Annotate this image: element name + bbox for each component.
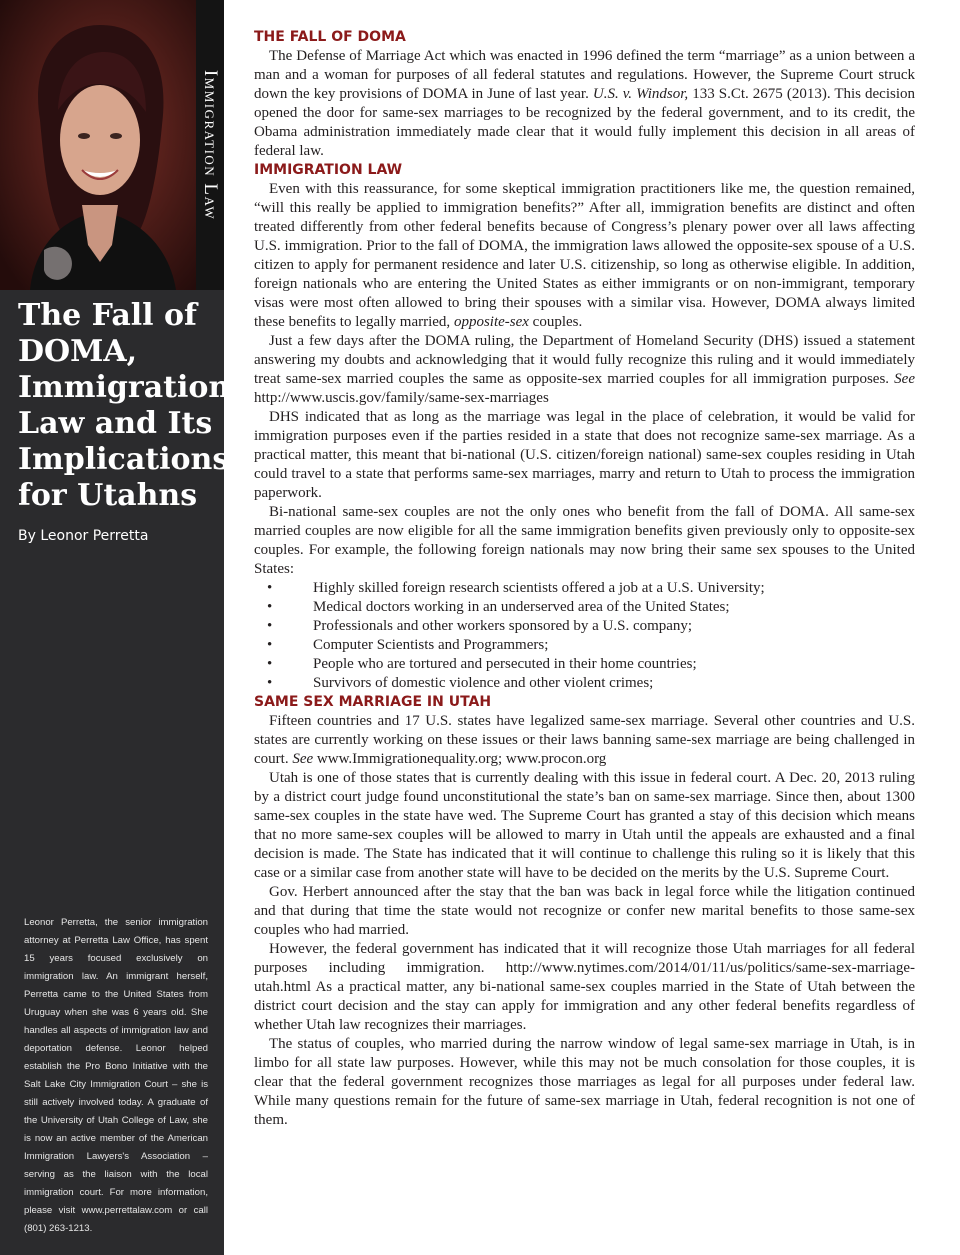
section-label-vertical [196,0,224,290]
byline: By Leonor Perretta [18,528,149,544]
paragraph: The Defense of Marriage Act which was enacted in 1996 defined the term “marriage” as a union between a man and a woman for purposes of all federal statutes and regulations. However, the Supreme Court struck down the key provisions of DOMA in June of last year. U.S. v. Windsor, 133 S.Ct. 2675 (2013). This decision opened the door for same-sex marriages to be recognized by the federal government, and to its credit, the Obama administration immediately made clear that it would fully implement this decision in all areas of federal law. [254,48,916,159]
author-portrait-illustration [0,0,196,290]
paragraph: Fifteen countries and 17 U.S. states have legalized same-sex marriage. Several other countries and U.S. states are currently working on these issues or their laws banning same-sex marriage are being challenged in court. See www.Immigrationequality.org; www.procon.org [254,713,915,767]
sidebar [0,0,231,1255]
case-citation: U.S. v. Windsor, [592,86,689,102]
paragraph: Even with this reassurance, for some skeptical immigration practitioners like me, the question remained, “will this really be applied to immigration benefits?” After all, immigration benefits are distinct and often treated differently from other federal benefits because of Congress’s plenary power over all laws affecting U.S. immigration. Prior to the fall of DOMA, the immigration laws allowed the opposite-sex spouse of a U.S. citizen to apply for permanent residence and later U.S. citizenship, so long as otherwise eligible. In addition, foreign nationals who are entering the United States as either immigrants or on non-immigrant, temporary visas were most often allowed to bring their spouses with a similar visa. However, DOMA always limited these benefits to legally married, opposite-sex couples. [254,181,915,330]
paragraph: The status of couples, who married during the narrow window of legal same-sex marriage in Utah, is in limbo for all state law purposes. However, while this may not be much consolation for those couples, it is clear that the federal government recognizes those marriages as legal for all purposes under federal law. While many questions remain for the future of same-sex marriage in Utah, federal recognition is not one of them. [254,1036,915,1128]
list-item: • People who are tortured and persecuted in their home countries; [254,655,915,674]
uscis-link-text: http://www.uscis.gov/family/same-sex-marriages [254,390,549,406]
heading-fall-of-doma: THE FALL OF DOMA [254,29,406,45]
list-item: • Computer Scientists and Programmers; [254,636,915,655]
heading-same-sex-marriage-utah: SAME SEX MARRIAGE IN UTAH [254,694,492,710]
paragraph: Utah is one of those states that is currently dealing with this issue in federal court. A Dec. 20, 2013 ruling by a district court judge found unconstitutional the state’s ban on same-sex marriage. Since then, about 1300 same-sex couples in the state have wed. The Supreme Court has granted a stay of this decision which means that no more same-sex couples will be allowed to marry in Utah until the appeals are exhausted and a final decision is made. The State has indicated that it will continue to challenge this ruling so it is likely that this case or a similar case from another state will have to be decided on the merits by the U.S. Supreme Court. [254,770,915,881]
author-photo [0,0,196,290]
list-item: • Medical doctors working in an underserved area of the United States; [254,598,915,617]
paragraph: However, the federal government has indicated that it will recognize those Utah marriages for all federal purposes including immigration. http://www.nytimes.com/2014/01/11/us/politics/same-sex-marriage-utah.html As a practical matter, any bi-national same-sex couples married in the State of Utah between the district court decision and the stay can apply for immigration and any other federal benefits regardless of whether Utah law recognizes their marriages. [254,941,915,1033]
paragraph: Just a few days after the DOMA ruling, the Department of Homeland Security (DHS) issued a statement answering my doubts and acknowledging that it would fully recognize this ruling and it would immediately treat same-sex married couples the same as opposite-sex married couples for all immigration purposes. See http://www.uscis.gov/family/same-sex-marriages [254,333,915,406]
author-bio: Leonor Perretta, the senior immigration attorney at Perretta Law Office, has spent 15 years focused exclusively on immigration law. An immigrant herself, Perretta came to the United States from Uruguay when she was 6 years old. She handles all aspects of immigration law and deportation defense. Leonor helped establish the Pro Bono Initiative with the Salt Lake City Immigration Court – she is still actively involved today. A graduate of the University of Utah College of Law, she is now an active member of the American Immigration Lawyers's Association – serving as the liaison with the local immigration court. For more information, please visit www.perrettalaw.com or call (801) 263-1213. [24,917,208,1234]
paragraph: Bi-national same-sex couples are not the only ones who benefit from the fall of DOMA. All same-sex married couples are now eligible for all the same immigration benefits given previously only to opposite-sex couples. For example, the following foreign nationals may now bring their same sex spouses to the United States: [254,504,915,577]
article-title: The Fall of DOMA, Immigration Law and Its Implications for Utahns [18,298,231,513]
list-item: • Survivors of domestic violence and other violent crimes; [254,674,915,693]
article-body [254,28,915,1130]
section-label: Immigration Law [200,69,221,221]
paragraph: DHS indicated that as long as the marriage was legal in the place of celebration, it would be valid for immigration purposes even if the parties resided in a state that does not recognize same-sex marriage. As a practical matter, this meant that bi-national (U.S. citizen/foreign national) same-sex couples residing in Utah could travel to a state that performs same-sex marriages, marry and return to Utah to process the immigration paperwork. [254,409,915,501]
paragraph: Gov. Herbert announced after the stay that the ban was back in legal force while the litigation continued and that during that time the state would not recognize or confer new marital benefits to those same-sex couples who had married. [254,884,915,938]
list-item: • Highly skilled foreign research scientists offered a job at a U.S. University; [254,579,915,598]
list-item: • Professionals and other workers sponsored by a U.S. company; [254,617,915,636]
eligible-nationals-list [254,579,915,693]
heading-immigration-law: IMMIGRATION LAW [254,162,403,178]
